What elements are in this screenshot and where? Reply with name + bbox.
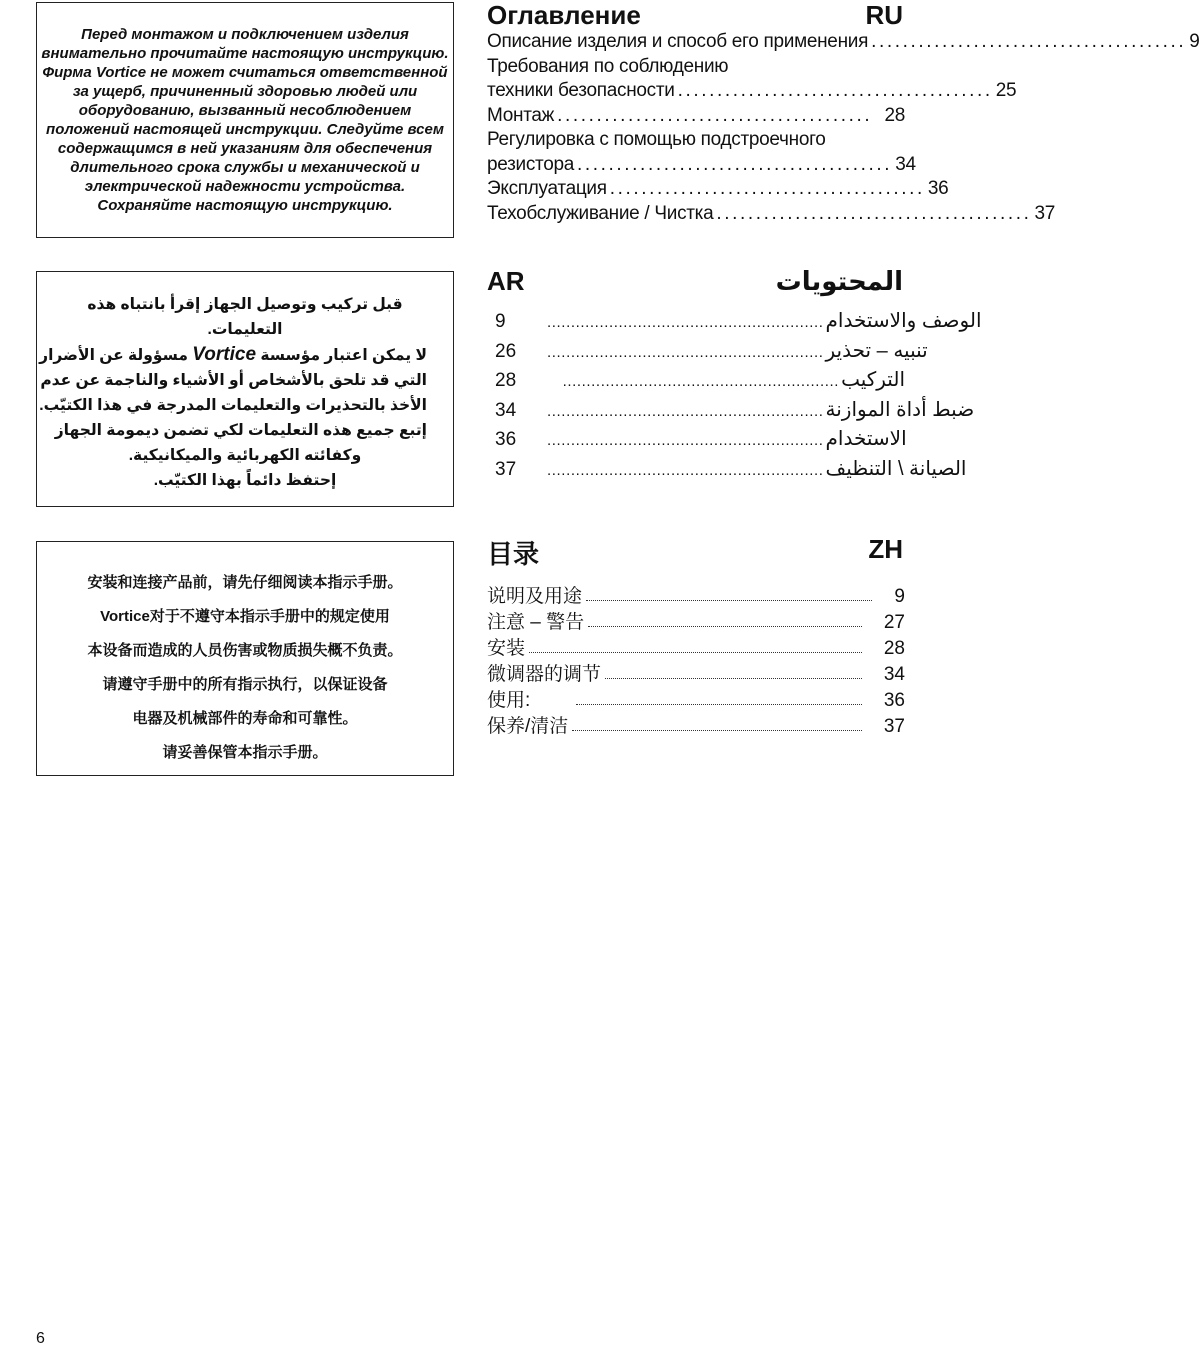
page-number: 6	[36, 1330, 45, 1347]
notice-ru-line: внимательно прочитайте настоящую инструкцию.	[41, 45, 449, 62]
toc-entry[interactable]	[487, 634, 905, 660]
notice-ru-line: Фирма Vortice не может считаться ответственной	[42, 64, 448, 81]
toc-entry[interactable]	[487, 153, 916, 178]
toc-zh-title: 目录	[487, 539, 540, 569]
toc-entry-page: 34	[895, 153, 916, 175]
toc-ar-entries	[487, 308, 982, 485]
toc-entry-label: ضبط أداة الموازنة	[825, 398, 975, 421]
toc-entry-label: Требования по соблюдению	[487, 55, 729, 77]
notice-ru-line: оборудованию, вызванный несоблюдением	[78, 102, 412, 119]
toc-entry-page: 37	[883, 716, 905, 737]
toc-zh-header	[487, 534, 905, 569]
toc-zh-lang-code: ZH	[868, 534, 903, 564]
toc-ar	[487, 266, 982, 485]
dot-leader	[586, 599, 872, 601]
toc-entry-label: резистора	[487, 153, 575, 175]
toc-ru	[487, 0, 1200, 226]
toc-entry-label: техники безопасности	[487, 80, 675, 101]
toc-entry-label: Техобслуживание / Чистка	[487, 202, 714, 224]
notice-zh-line: 请妥善保管本指示手册。	[162, 744, 328, 761]
toc-ru-header	[487, 0, 905, 30]
toc-entry-label: Регулировка с помощью подстроечного	[487, 129, 826, 150]
toc-ar-lang-code: AR	[487, 266, 525, 296]
toc-entry[interactable]	[487, 202, 1056, 227]
toc-entry-label: Описание изделия и способ его применения	[487, 31, 869, 52]
dot-leader: ........................................	[609, 178, 925, 199]
toc-entry-label: 保养/清洁	[487, 716, 569, 737]
notice-zh-line: Vortice对于不遵守本指示手册中的规定使用	[100, 608, 390, 625]
notice-box-ru	[36, 2, 454, 238]
notice-zh-line: 电器及机械部件的寿命和可靠性。	[132, 710, 358, 727]
toc-entry[interactable]	[487, 397, 975, 427]
toc-entry-page: 36	[883, 690, 905, 711]
toc-zh-entries	[487, 582, 905, 738]
notice-zh-line: 安装和连接产品前，请先仔细阅读本指示手册。	[87, 574, 403, 591]
notice-ar-line: قبل تركيب وتوصيل الجهاز إقرأ بانتباه هذه	[87, 296, 403, 313]
dot-leader: ..........................................................	[562, 373, 840, 390]
toc-entry-page: 37	[495, 458, 517, 480]
toc-entry[interactable]	[487, 367, 905, 397]
notice-ru-line: содержащимся в ней указаниям для обеспечения	[57, 140, 433, 157]
notice-ar-line: وكفائته الكهربائية والميكانيكية.	[128, 447, 362, 464]
toc-entry-label: الاستخدام	[825, 428, 907, 450]
notice-zh-line: 本设备而造成的人员伤害或物质损失概不负责。	[87, 642, 403, 659]
toc-entry[interactable]	[487, 79, 1017, 104]
dot-leader: ........................................	[577, 153, 893, 175]
notice-zh-line: 请遵守手册中的所有指示执行，以保证设备	[102, 676, 388, 693]
toc-entry-page: 36	[495, 429, 517, 450]
toc-ru-entries	[487, 30, 1200, 226]
toc-entry-page: 9	[495, 311, 506, 332]
toc-entry[interactable]	[487, 456, 967, 486]
toc-entry-page: 37	[1034, 202, 1056, 224]
toc-entry-label: 安装	[487, 638, 526, 659]
toc-entry[interactable]	[487, 177, 949, 202]
notice-ar-text: لا يمكن اعتبار مؤسسة	[260, 347, 427, 364]
notice-box-ar	[36, 271, 454, 507]
dot-leader	[588, 625, 862, 627]
notice-ru-line: Сохраняйте настоящую инструкцию.	[97, 197, 393, 214]
toc-entry-page: 36	[927, 178, 949, 199]
dot-leader	[529, 651, 862, 653]
dot-leader: ........................................	[871, 31, 1187, 52]
toc-entry-label: التركيب	[841, 369, 905, 391]
toc-entry-label: 微调器的调节	[487, 664, 602, 685]
notice-box-zh	[36, 541, 454, 776]
dot-leader: ..........................................................	[547, 343, 824, 361]
notice-ru-line: Перед монтажом и подключением изделия	[81, 26, 409, 43]
dot-leader: ........................................	[677, 80, 993, 101]
toc-entry[interactable]	[487, 582, 905, 608]
toc-ar-title: المحتويات	[775, 266, 903, 296]
toc-entry-label: 说明及用途	[487, 586, 583, 607]
toc-entry[interactable]	[487, 660, 905, 686]
dot-leader	[605, 677, 862, 679]
toc-entry-continued[interactable]	[487, 55, 905, 80]
toc-entry[interactable]	[487, 426, 905, 456]
toc-entry-label: Монтаж	[487, 104, 555, 126]
toc-entry[interactable]	[487, 30, 1200, 55]
notice-ar-line: الأخذ بالتحذيرات والتعليمات المدرجة في هذا الكتيّب.	[39, 397, 427, 414]
toc-entry[interactable]	[487, 338, 928, 368]
toc-entry-page: 34	[495, 399, 517, 421]
toc-entry-label: 注意 – 警告	[487, 612, 585, 633]
notice-ar-line: إحتفظ دائماً بهذا الكتيّب.	[153, 472, 337, 489]
notice-ar-line: التعليمات.	[207, 321, 283, 338]
notice-ru-line: электрической надежности устройства.	[84, 178, 406, 195]
toc-zh	[487, 534, 905, 738]
toc-entry[interactable]	[487, 608, 905, 634]
toc-entry-page: 25	[995, 80, 1017, 101]
dot-leader: ..........................................................	[547, 432, 824, 449]
toc-entry-page: 26	[495, 340, 517, 362]
notice-ru-line: за ущерб, причиненный здоровью людей или	[72, 83, 418, 100]
toc-entry-label: الوصف والاستخدام	[825, 310, 982, 332]
toc-entry-page: 28	[495, 370, 517, 391]
toc-entry-label: Эксплуатация	[487, 178, 607, 199]
toc-entry-continued[interactable]	[487, 128, 905, 153]
toc-entry-page: 28	[883, 638, 905, 659]
dot-leader	[572, 729, 862, 731]
dot-leader: ..........................................................	[547, 314, 824, 331]
toc-entry-page: 28	[884, 104, 905, 126]
toc-entry-page: 9	[894, 586, 905, 607]
toc-entry[interactable]	[487, 308, 982, 338]
toc-entry[interactable]	[487, 104, 905, 129]
dot-leader: ..........................................................	[547, 402, 824, 420]
notice-ru-line: длительного срока службы и механической и	[70, 159, 420, 176]
dot-leader: ........................................	[557, 104, 873, 126]
notice-ru-line: положений настоящей инструкции. Следуйте всем	[46, 121, 444, 138]
toc-ru-title: Оглавление	[487, 0, 641, 30]
toc-ar-header	[487, 266, 905, 296]
notice-ar-line: التي قد تلحق بالأشخاص أو الأشياء والناجمة عن عدم	[40, 372, 427, 389]
dot-leader: ........................................	[716, 202, 1032, 224]
toc-entry[interactable]	[487, 712, 905, 738]
toc-entry-page: 9	[1189, 31, 1200, 52]
toc-entry-page: 34	[883, 664, 905, 685]
toc-entry-label: 使用:	[487, 690, 531, 711]
notice-ar-line: إتبع جميع هذه التعليمات لكي تضمن ديمومة الجهاز	[54, 422, 427, 439]
toc-entry-label: تنبيه – تحذير	[825, 339, 928, 362]
notice-ar-line	[39, 342, 427, 368]
dot-leader	[576, 703, 862, 705]
dot-leader: ..........................................................	[547, 461, 824, 479]
toc-ru-lang-code: RU	[865, 0, 903, 30]
toc-entry-label: الصيانة \ التنظيف	[825, 457, 967, 480]
toc-entry[interactable]	[487, 686, 905, 712]
brand-name: Vortice	[192, 344, 257, 365]
toc-entry-page: 27	[883, 612, 905, 633]
notice-ar-text: مسؤولة عن الأضرار	[39, 347, 188, 364]
